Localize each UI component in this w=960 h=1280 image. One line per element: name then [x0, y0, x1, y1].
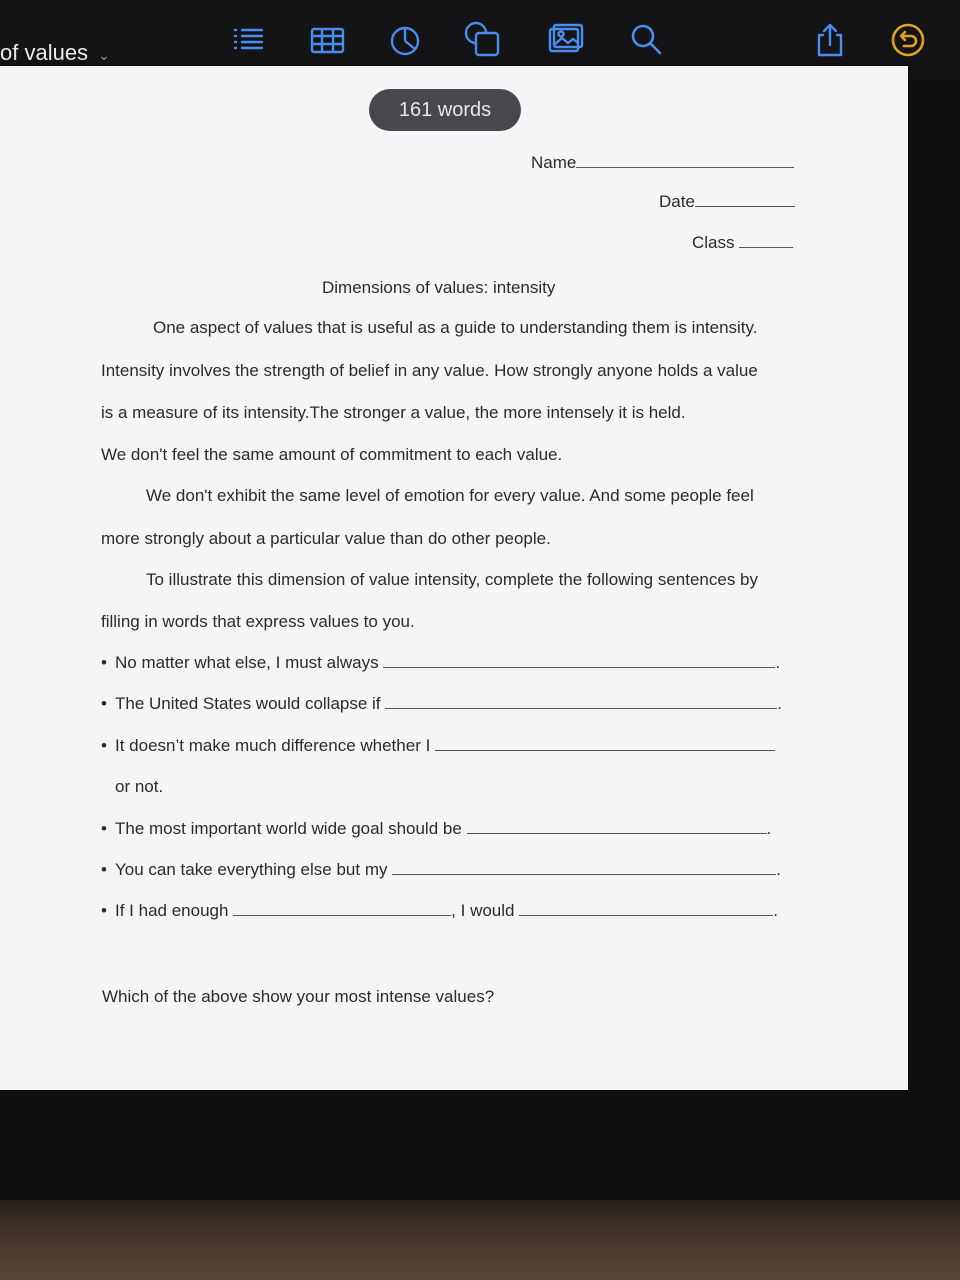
answer-blank[interactable] [392, 860, 776, 875]
table-icon[interactable] [307, 20, 347, 60]
date-blank[interactable] [695, 192, 795, 207]
bullet-item-text: If I had enough [115, 901, 229, 920]
desk-surface [0, 1200, 960, 1280]
share-icon[interactable] [810, 20, 850, 60]
bullet-item-text: , I would [451, 901, 515, 920]
answer-blank[interactable] [383, 653, 775, 668]
answer-blank[interactable] [385, 694, 777, 709]
chart-icon[interactable] [385, 20, 425, 60]
worksheet-title: Dimensions of values: intensity [322, 278, 556, 297]
chevron-down-icon: ⌄ [98, 47, 110, 63]
document-title: of values [0, 40, 89, 65]
paragraph-1-line-2: Intensity involves the strength of belief in any value. How strongly anyone holds a value [101, 361, 758, 380]
list-icon[interactable] [228, 20, 268, 60]
bullet-marker: • [101, 736, 107, 755]
paragraph-2-line-1: We don't exhibit the same level of emotion for every value. And some people feel [146, 486, 754, 505]
bullet-item-text: It doesn’t make much difference whether I [115, 736, 431, 755]
class-field [692, 233, 793, 253]
bullet-marker: • [101, 860, 107, 879]
closing-question: Which of the above show your most intense values? [102, 987, 495, 1006]
bullet-item-text: The most important world wide goal should be [115, 819, 462, 838]
paragraph-1-line-3: is a measure of its intensity.The stronger a value, the more intensely it is held. [101, 403, 686, 422]
answer-blank[interactable] [435, 736, 775, 751]
paragraph-2-line-2: more strongly about a particular value than do other people. [101, 529, 551, 548]
bullet-item-2: The United States would collapse if . [115, 694, 783, 713]
media-icon[interactable] [545, 20, 585, 60]
paragraph-1-line-4: We don't feel the same amount of commitment to each value. [101, 445, 563, 464]
name-field [531, 153, 794, 173]
bullet-item-4: The most important world wide goal should be . [115, 819, 772, 838]
word-count-label: 161 words [398, 98, 492, 121]
bullet-marker: • [101, 694, 107, 713]
name-blank[interactable] [576, 153, 794, 168]
date-label: Date [659, 192, 695, 211]
bullet-marker: • [101, 819, 107, 838]
word-count-badge[interactable] [369, 89, 521, 131]
shape-icon[interactable] [463, 20, 503, 60]
bullet-item-text: No matter what else, I must always [115, 653, 379, 672]
bullet-item-6: If I had enough , I would . [115, 901, 778, 920]
undo-icon[interactable] [888, 20, 928, 60]
bullet-item-text: You can take everything else but my [115, 860, 388, 879]
bullet-marker: • [101, 653, 107, 672]
bullet-item-3 [115, 736, 775, 756]
paragraph-3-line-2: filling in words that express values to you. [101, 612, 415, 631]
bullet-item-text: The United States would collapse if [115, 694, 381, 713]
answer-blank[interactable] [233, 901, 451, 916]
bullet-marker: • [101, 901, 107, 920]
name-label: Name [531, 153, 577, 172]
search-icon[interactable] [626, 20, 666, 60]
paragraph-3-line-1: To illustrate this dimension of value intensity, complete the following sentences by [146, 570, 759, 589]
bullet-item-1: No matter what else, I must always . [115, 653, 781, 672]
document-title-menu[interactable] [0, 40, 110, 66]
answer-blank[interactable] [467, 819, 767, 834]
paragraph-1-line-1: One aspect of values that is useful as a guide to understanding them is intensity. [153, 318, 758, 337]
answer-blank[interactable] [519, 901, 773, 916]
bullet-item-3-continuation: or not. [115, 777, 164, 796]
date-field [659, 192, 795, 212]
class-blank[interactable] [739, 233, 793, 248]
class-label: Class [692, 233, 735, 252]
bullet-item-5: You can take everything else but my . [115, 860, 781, 879]
